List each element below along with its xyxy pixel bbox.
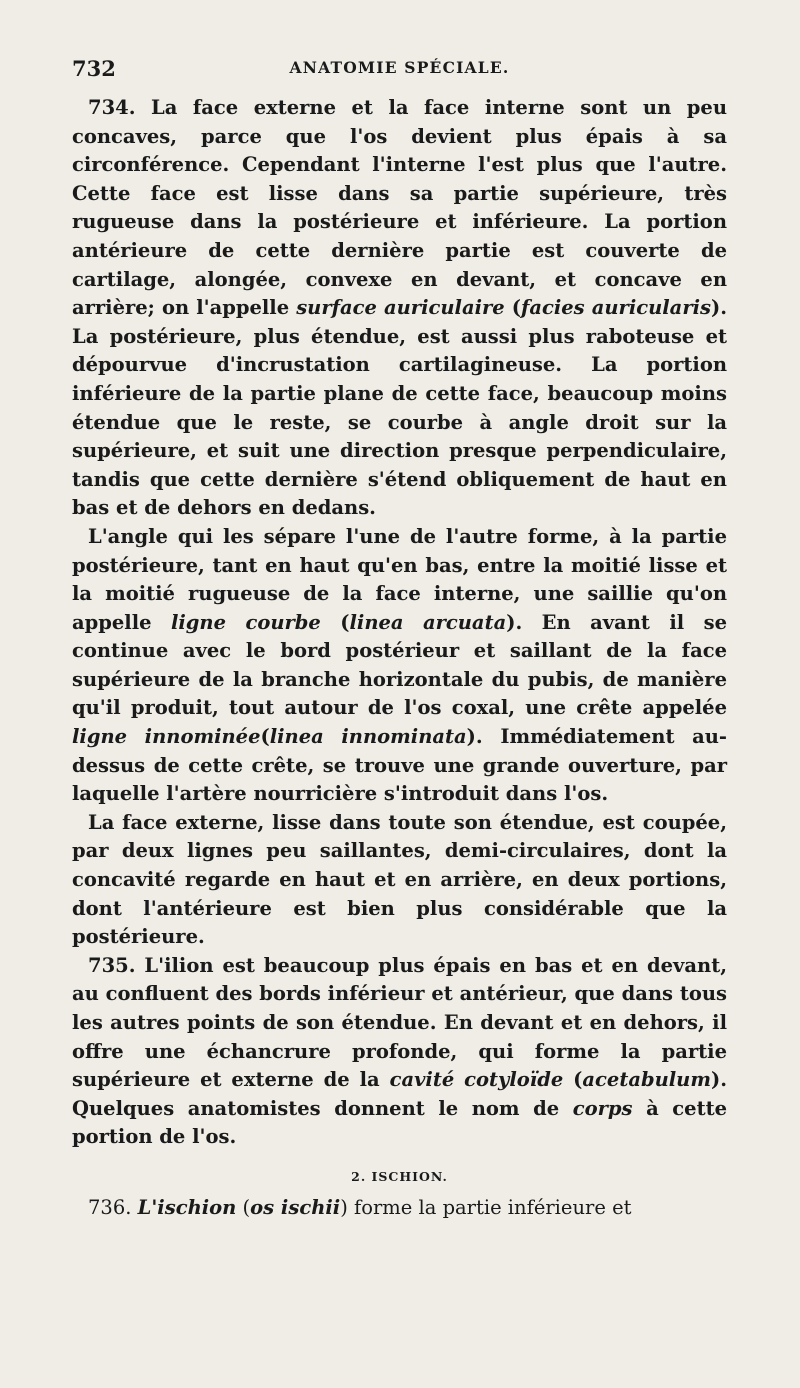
paragraph-text: La face externe, lisse dans toute son étendue, est coupée, par deux lignes peu saillantes, demi-circulaires, dont la concavité regarde en haut et en arrière, en deux portions, dont l'antérieure est bien plus considérable que la postérieure. bbox=[72, 810, 727, 949]
italic-term: os ischii bbox=[250, 1195, 341, 1219]
running-head: ANATOMIE SPÉCIALE. bbox=[289, 58, 510, 77]
italic-term: corps bbox=[572, 1096, 633, 1120]
italic-term: L'ischion bbox=[137, 1195, 237, 1219]
paragraph-face-externe bbox=[72, 809, 727, 952]
paragraph-text: 735. L'ilion est beaucoup plus épais en bas et en devant, au confluent des bords inférieur et antérieur, que dans tous les autres points de son étendue. En devant et en dehors, il offre une échancrure profonde, qui forme la partie supérieure et externe de la bbox=[72, 953, 727, 1092]
paragraph-text: ) forme la partie inférieure et bbox=[340, 1195, 632, 1219]
paragraph-text: ). En avant il se continue avec le bord postérieur et saillant de la face supérieure de la branche horizontale du pubis, de manière qu'il produit, tout autour de l'os coxal, une crête appelée bbox=[72, 610, 728, 720]
paragraph-text: ( bbox=[260, 725, 270, 749]
italic-term: linea innominata bbox=[269, 725, 467, 749]
paragraph-736 bbox=[72, 1194, 727, 1223]
paragraph-735 bbox=[72, 952, 727, 1152]
paragraph-text: ). La postérieure, plus étendue, est aussi plus raboteuse et dépourvue d'incrustation cartilagineuse. La portion inférieure de la partie plane de cette face, beaucoup moins étendue que le reste, se courbe à angle droit sur la supérieure, et suit une direction presque perpendiculaire, tandis que cette dernière s'étend obliquement de haut en bas et de dehors en dedans. bbox=[72, 296, 727, 520]
italic-term: linea arcuata bbox=[349, 610, 507, 634]
paragraph-text: ). Quelques anatomistes donnent le nom de bbox=[72, 1068, 728, 1120]
italic-term: facies auricularis bbox=[520, 296, 711, 320]
paragraph-734 bbox=[72, 94, 727, 523]
italic-term: surface auriculaire bbox=[296, 296, 505, 320]
paragraph-text: à cette portion de l'os. bbox=[72, 1096, 727, 1149]
italic-term: ligne courbe bbox=[170, 610, 321, 634]
italic-term: ligne innominée bbox=[72, 725, 261, 749]
paragraph-text: ). Immédiatement au-dessus de cette crête, se trouve une grande ouverture, par laquelle l'artère nourricière s'introduit dans l'os. bbox=[72, 725, 727, 806]
paragraph-text: ( bbox=[320, 610, 350, 634]
body-text bbox=[72, 94, 727, 1223]
paragraph-text: ( bbox=[504, 296, 521, 320]
page-header bbox=[72, 56, 727, 86]
paragraph-text: 736. bbox=[88, 1195, 138, 1219]
italic-term: cavité cotyloïde bbox=[389, 1068, 564, 1092]
section-heading: 2. ISCHION. bbox=[351, 1168, 448, 1184]
paragraph-angle bbox=[72, 523, 727, 809]
italic-term: acetabulum bbox=[582, 1068, 711, 1092]
paragraph-text: ( bbox=[563, 1068, 583, 1092]
paragraph-text: L'angle qui les sépare l'une de l'autre forme, à la partie postérieure, tant en haut qu'en bas, entre la moitié lisse et la moitié rugueuse de la face interne, une saillie qu'on appelle bbox=[72, 524, 727, 634]
page-number: 732 bbox=[72, 56, 116, 81]
paragraph-text: ( bbox=[236, 1195, 251, 1219]
paragraph-text: 734. La face externe et la face interne sont un peu concaves, parce que l'os devient plus épais à sa circonférence. Cependant l'interne l'est plus que l'autre. Cette face est lisse dans sa partie supérieure, très rugueuse dans la postérieure et inférieure. La portion antérieure de cette dernière partie est couverte de cartilage, alongée, convexe en devant, et concave en arrière; on l'appelle bbox=[72, 96, 727, 320]
